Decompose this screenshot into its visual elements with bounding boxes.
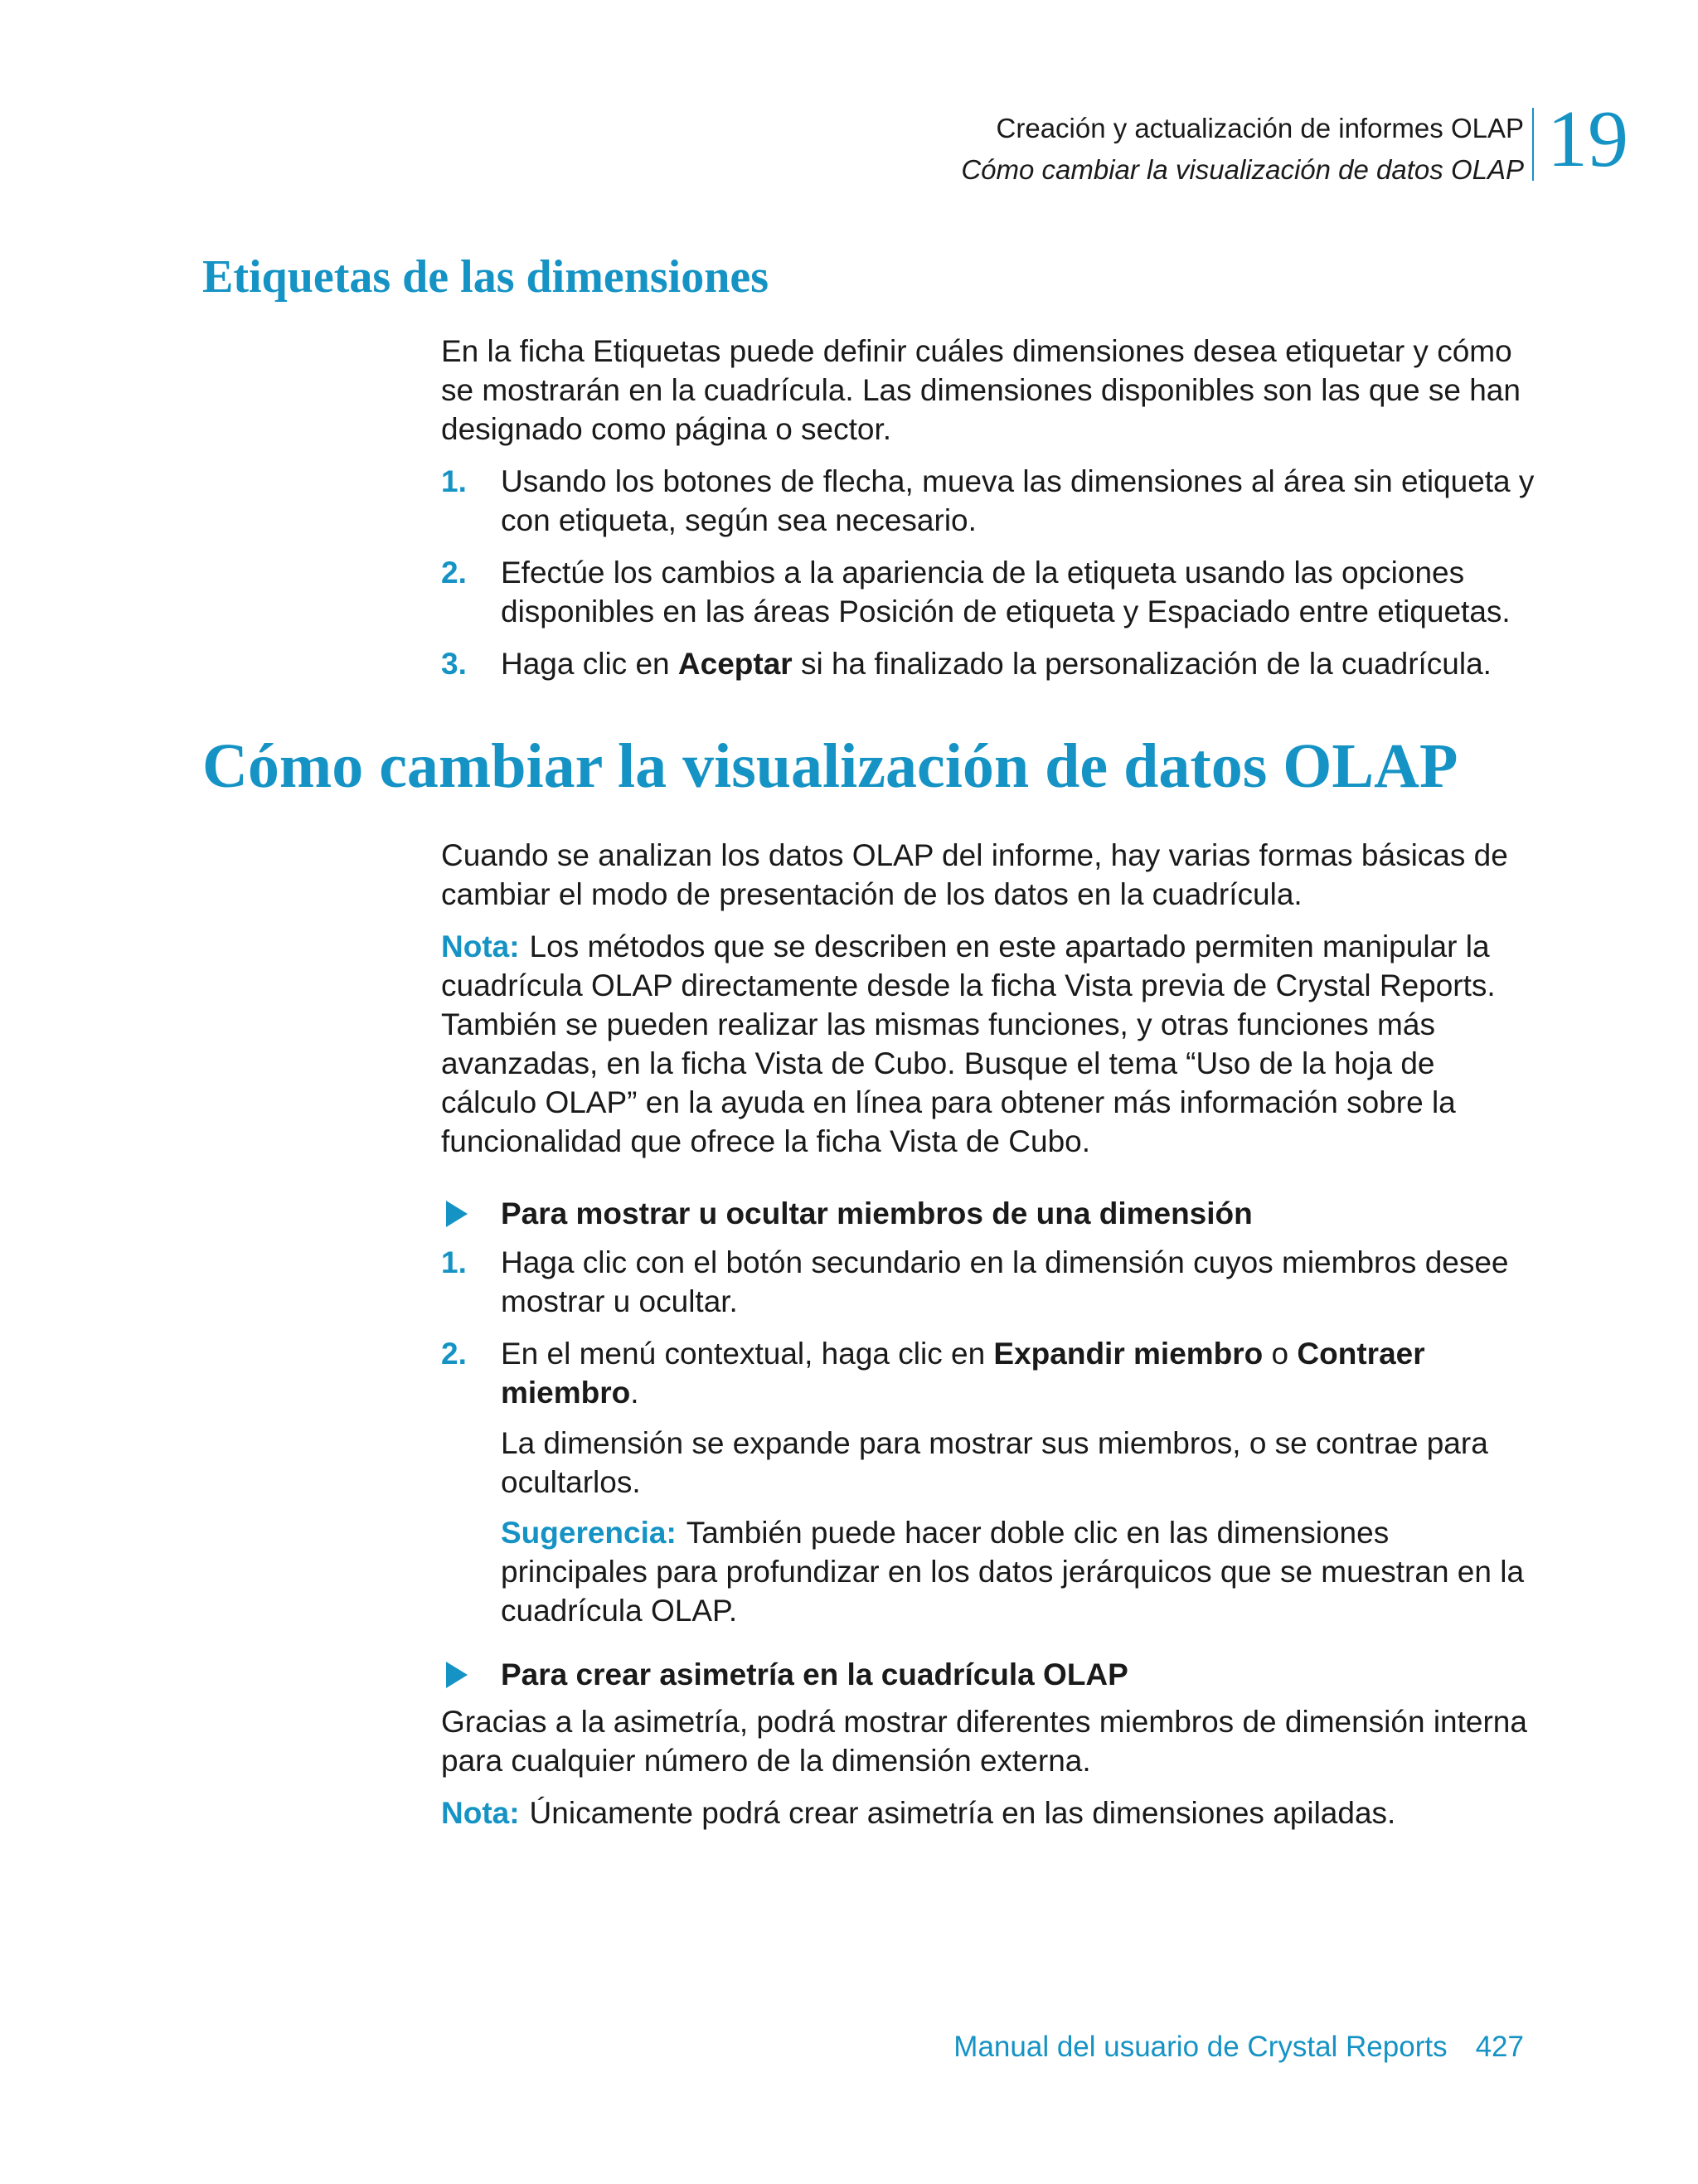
intro-paragraph: En la ficha Etiquetas puede definir cuáles dimensiones desea etiquetar y cómo se mostrarán en la cuadrícula. Las dimensiones disponibles son las que se han designado como página o sector. [441,334,1521,446]
step-text-post: . [630,1376,639,1410]
header-divider [1532,108,1534,181]
step-number: 2. [441,556,467,590]
procedure-title: Para crear asimetría en la cuadrícula OLAP [501,1657,1128,1691]
step-text-bold: Aceptar [677,647,793,681]
page-number: 427 [1475,2031,1524,2063]
tip-paragraph [501,1513,1535,1630]
running-header [961,108,1524,191]
section-heading-etiquetas: Etiquetas de las dimensiones [202,251,769,303]
procedure-title: Para mostrar u ocultar miembros de una dimensión [501,1196,1253,1230]
step-number: 3. [441,647,467,681]
list-item [441,553,1535,631]
step-text-bold: Contraer miembro [501,1337,1425,1410]
chapter-title: Creación y actualización de informes OLAP [996,113,1524,143]
steps-list [441,462,1535,683]
chapter-number: 19 [1547,95,1628,184]
manual-title: Manual del usuario de Crystal Reports [953,2031,1448,2063]
step-text-pre: En el menú contextual, haga clic en [501,1337,994,1371]
step-text-bold: Expandir miembro [993,1337,1264,1371]
list-item [441,1243,1535,1321]
section-etiquetas-body [441,332,1535,696]
step-result: La dimensión se expande para mostrar sus miembros, o se contrae para ocultarlos. [501,1426,1488,1499]
list-item [441,462,1535,540]
note-paragraph [441,927,1535,1161]
note-label: Nota: [441,929,520,963]
section-title: Cómo cambiar la visualización de datos OLAP [961,154,1524,185]
page-footer [953,2026,1524,2068]
intro-paragraph: Cuando se analizan los datos OLAP del informe, hay varias formas básicas de cambiar el modo de presentación de los datos en la cuadrícula. [441,838,1508,911]
procedure-heading-asimetria [441,1655,1535,1694]
step-text: Efectúe los cambios a la apariencia de la etiqueta usando las opciones disponibles en las áreas Posición de etiqueta y Espaciado entre etiquetas. [501,556,1511,629]
section-visualizacion-body [441,836,1535,1832]
note-text: Los métodos que se describen en este apartado permiten manipular la cuadrícula OLAP directamente desde la ficha Vista previa de Crystal Reports. También se pueden realizar las mismas funciones, y otras funciones más avanzadas, en la ficha Vista de Cubo. Busque el tema “Uso de la hoja de cálculo OLAP” en la ayuda en línea para obtener más información sobre la funcionalidad que ofrece la ficha Vista de Cubo. [441,929,1496,1158]
step-text-pre: Haga clic en [501,647,678,681]
step-number: 1. [441,1245,467,1279]
step-text: Haga clic con el botón secundario en la dimensión cuyos miembros desee mostrar u ocultar. [501,1245,1509,1318]
tip-label: Sugerencia: [501,1516,677,1550]
procedure-heading-mostrar [441,1194,1535,1233]
step-number: 1. [441,464,467,498]
step-text: Usando los botones de flecha, mueva las dimensiones al área sin etiqueta y con etiqueta, según sea necesario. [501,464,1535,537]
step-number: 2. [441,1337,467,1371]
tip-text: También puede hacer doble clic en las dimensiones principales para profundizar en los datos jerárquicos que se muestran en la cuadrícula OLAP. [501,1516,1525,1628]
note-paragraph [441,1793,1535,1832]
note-label: Nota: [441,1796,520,1830]
arrow-right-icon [446,1201,468,1227]
arrow-right-icon [446,1662,468,1688]
step-text-mid: o [1263,1337,1298,1371]
list-item [441,1334,1535,1630]
step-text-post: si ha finalizado la personalización de la cuadrícula. [792,647,1492,681]
note-text: Únicamente podrá crear asimetría en las dimensiones apiladas. [529,1796,1396,1830]
asymmetry-paragraph: Gracias a la asimetría, podrá mostrar diferentes miembros de dimensión interna para cualquier número de la dimensión externa. [441,1705,1527,1778]
section-heading-visualizacion: Cómo cambiar la visualización de datos OLAP [202,731,1458,801]
list-item [441,644,1535,683]
steps-list [441,1243,1535,1630]
